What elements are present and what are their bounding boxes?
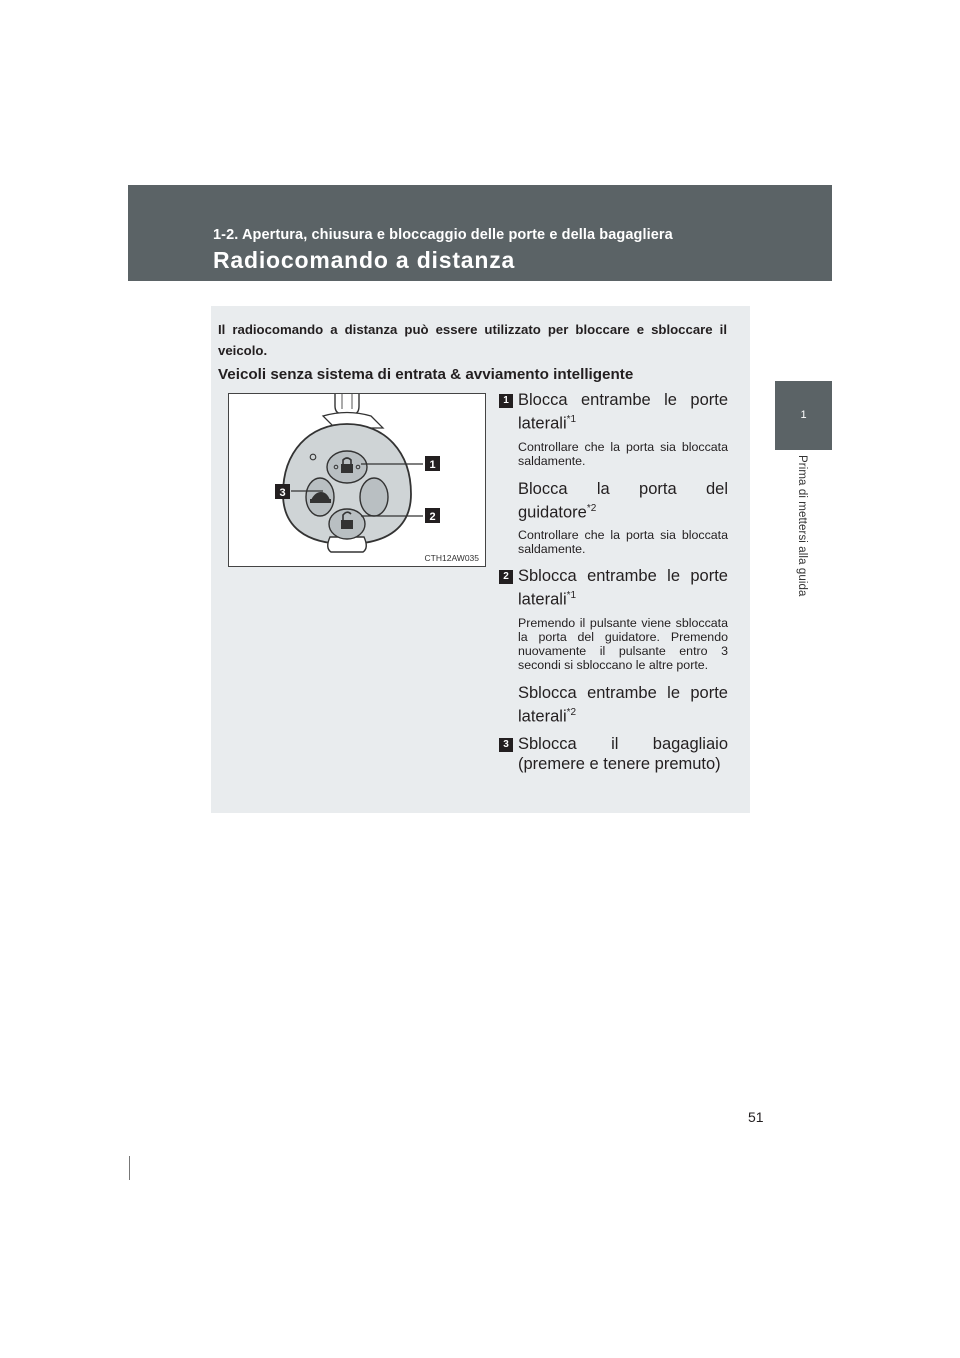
item-description: Premendo il pulsante viene sbloccata la porta del guidatore. Premendo nuovamente il pulsante entro 3 secondi si sbloccano le altre porte. [518,615,728,672]
list-item [499,390,728,468]
remote-key-illustration [229,394,485,566]
list-item [499,479,728,557]
item-number-badge: 3 [499,738,513,752]
chapter-number: 1 [800,409,807,421]
list-item [499,734,728,774]
item-number-badge: 1 [499,394,513,408]
item-title: Sblocca entrambe le porte laterali$^{*1}$ [518,567,728,609]
list-item [499,683,728,727]
chapter-subtitle: 1-2. Apertura, chiusura e bloccaggio delle porte e della bagagliera [213,227,673,243]
item-description: Controllare che la porta sia bloccata saldamente. [518,528,728,556]
section-header-bar [128,185,832,281]
figure-code: CTH12AW035 [424,553,479,563]
content-panel [211,306,750,813]
item-title: Blocca entrambe le porte laterali$^{*1}$ [518,391,728,433]
item-number-badge: 2 [499,570,513,584]
item-title: Sblocca il bagagliaio (premere e tenere premuto) [518,735,728,773]
section-title: Veicoli senza sistema di entrata & avviamento intelligente [218,366,634,383]
chapter-side-label: Prima di mettersi alla guida [796,455,808,597]
intro-text: Il radiocomando a distanza può essere utilizzato per bloccare e sbloccare il veicolo. [218,322,727,358]
callout-2: 2 [429,511,436,523]
callout-1: 1 [429,459,436,471]
item-title: Blocca la porta del guidatore$^{*2}$ [518,479,728,521]
remote-key-figure [228,393,486,567]
item-title: Sblocca entrambe le porte laterali$^{*2}$ [518,683,728,725]
page-number: 51 [748,1109,764,1125]
crop-mark [129,1156,130,1180]
callout-3: 3 [279,487,286,499]
list-item [499,566,728,672]
page-title: Radiocomando a distanza [213,247,516,273]
chapter-tab [775,381,832,450]
item-description: Controllare che la porta sia bloccata saldamente. [518,439,728,468]
button-list [499,390,728,774]
